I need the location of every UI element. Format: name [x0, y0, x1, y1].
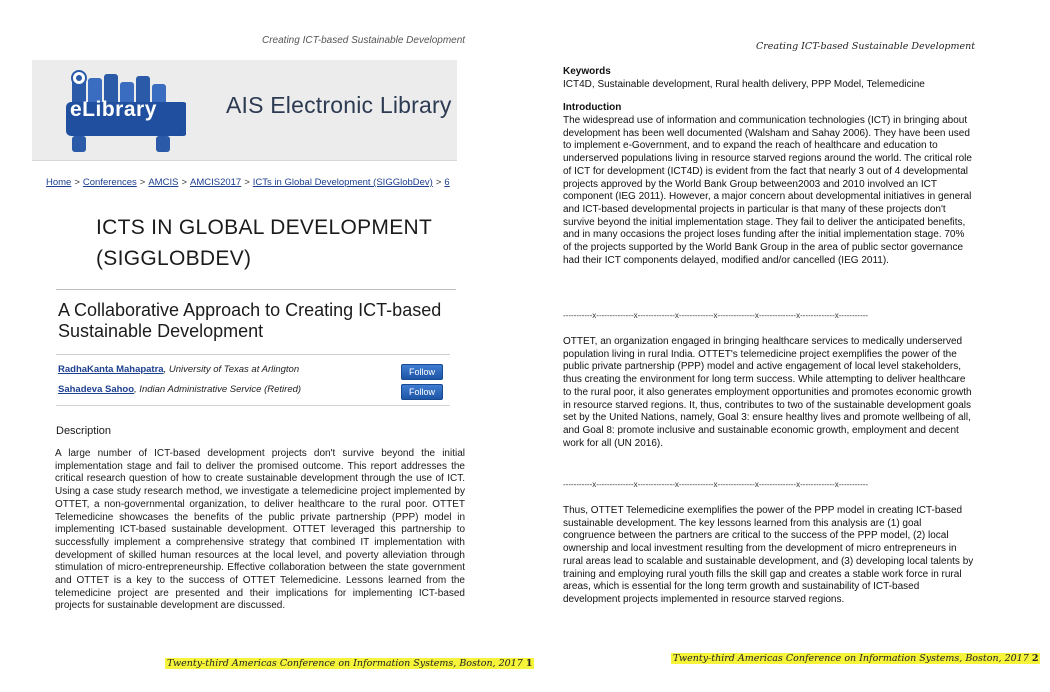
breadcrumb: [46, 177, 450, 188]
section-title: [96, 212, 432, 274]
breadcrumb-home[interactable]: Home: [46, 177, 72, 188]
follow-button[interactable]: Follow: [401, 364, 443, 380]
author-row: [58, 384, 448, 402]
left-running-head: Creating ICT-based Sustainable Development: [262, 35, 466, 46]
right-footer: [671, 653, 1040, 664]
footer-text: Twenty-third Americas Conference on Information Systems, Boston, 2017: [673, 653, 1029, 664]
paragraph-conclusion: Thus, OTTET Telemedicine exemplifies the power of the PPP model in creating ICT-based sustainable development. The key lessons learned from this analysis are (1) goal congruence between the partners are critical to the success of the PPP model, (2) local ownership and local investment resulting from the development of micro entrepreneurs in rural areas lead to scalable and sustainable development, and (3) developing local talents by training and employing rural youth fills the skill gap and creates a stable work force in rural areas, which is essential for the long term growth and sustainability of ICT-based development projects implemented in resource starved regions.: [563, 505, 974, 605]
author-affiliation: , Indian Administrative Service (Retired): [134, 384, 302, 395]
paper-title: A Collaborative Approach to Creating ICT-based Sustainable Development: [58, 300, 442, 341]
section-title-line1: ICTS IN GLOBAL DEVELOPMENT: [96, 216, 433, 239]
breadcrumb-conferences[interactable]: Conferences: [82, 177, 137, 188]
author-name-link[interactable]: Sahadeva Sahoo: [58, 384, 135, 395]
banner-title: AIS Electronic Library: [226, 92, 452, 118]
keywords-heading: Keywords: [563, 66, 611, 77]
section-divider: -----------x--------------x--------------x-------------x--------------x--------------x-------------x-----------: [563, 480, 869, 489]
breadcrumb-separator: >: [74, 177, 80, 188]
breadcrumb-sigglobdev[interactable]: ICTs in Global Development (SIGGlobDev): [252, 177, 433, 188]
breadcrumb-amcis2017[interactable]: AMCIS2017: [190, 177, 242, 188]
page-number: 2: [1031, 653, 1039, 664]
breadcrumb-separator: >: [244, 177, 250, 188]
left-footer: [165, 658, 534, 669]
section-title-line2: (SIGGLOBDEV): [96, 247, 252, 270]
breadcrumb-separator: >: [139, 177, 146, 188]
logo-text: eLibrary: [70, 98, 157, 121]
divider-line: [56, 289, 456, 290]
introduction-body: The widespread use of information and communication technologies (ICT) in bringing about development has been well documented (Walsham and Sahay 2006). They have been used to implement e-Government, and to expand the reach of healthcare and education to underserved populations living in resource starved regions around the world. The critical role of ICT for development (ICT4D) is evident from the fact that nearly 3 out of 4 developmental projects approved by the World Bank Group between2003 and 2010 involved an ICT component (IEG 2011). However, a major concern about developmental initiatives in general and ICT-based developmental projects in particular is that many of these projects don't survive beyond the initial implementation stage. They fail to deliver the anticipated benefits, and in many occasions the project loses funding after the initial implementation stage. 70% of the projects supported by the World Bank Group in the area of public sector governance had their ICT components delayed, modified and/or cancelled (IEG 2011).: [563, 115, 972, 266]
follow-button[interactable]: Follow: [401, 384, 443, 400]
breadcrumb-separator: >: [435, 177, 442, 188]
introduction-heading: Introduction: [563, 102, 622, 113]
breadcrumb-amcis[interactable]: AMCIS: [148, 177, 179, 188]
paragraph-ottet: OTTET, an organization engaged in bringing healthcare services to medically underserved population living in rural India. OTTET's telemedicine project exemplifies the power of the public private partnership (PPP) model and active engagement of local level stakeholders, thus creating the environment for long term success. While attempting to deliver healthcare to the rural poor, it also generates employment opportunities and promotes economic growth in resource starved regions. It, thus, contributes to two of the sustainable development goals set by the United Nations, namely, Goal 3: ensure healthy lives and promote wellbeing of all, and Goal 8: promote inclusive and sustainable economic growth, employment and decent work for all (UN 2016).: [563, 336, 972, 449]
divider-line: [56, 405, 450, 406]
keywords-text: ICT4D, Sustainable development, Rural health delivery, PPP Model, Telemedicine: [563, 79, 925, 90]
description-heading: Description: [56, 425, 112, 437]
author-row: [58, 364, 448, 382]
section-divider: -----------x--------------x--------------x-------------x--------------x--------------x-------------x-----------: [563, 311, 869, 320]
description-body: A large number of ICT-based development projects don't survive beyond the initial implementation stage and fail to deliver the promised outcome. This report addresses the critical research question of how to create sustainable development through the use of ICT. Using a case study research method, we investigate a telemedicine project implemented by OTTET, a non-governmental organization, to deliver healthcare to the rural poor. OTTET Telemedicine showcases the benefits of the public private partnership (PPP) model in implementing ICT-based sustainable development. OTTET leveraged this partnership to successfully implement a comprehensive strategy that combined IT implementation with development of skilled human resources at the local level, and poverty alleviation through stimulation of micro-entrepreneurship. Effective collaboration between the state government and OTTET is a key to the success of OTTET Telemedicine. Lessons learned from the telemedicine project are presented and their implications for implementing ICT-based projects for sustainable development are discussed.: [55, 448, 465, 612]
author-affiliation: , University of Texas at Arlington: [163, 364, 300, 375]
breadcrumb-item-6[interactable]: 6: [444, 177, 450, 188]
footer-text: Twenty-third Americas Conference on Information Systems, Boston, 2017: [167, 658, 523, 669]
divider-line: [56, 354, 450, 355]
author-name-link[interactable]: RadhaKanta Mahapatra: [58, 364, 164, 375]
right-running-head: Creating ICT-based Sustainable Development: [756, 41, 976, 52]
page-number: 1: [525, 658, 533, 669]
breadcrumb-separator: >: [181, 177, 187, 188]
